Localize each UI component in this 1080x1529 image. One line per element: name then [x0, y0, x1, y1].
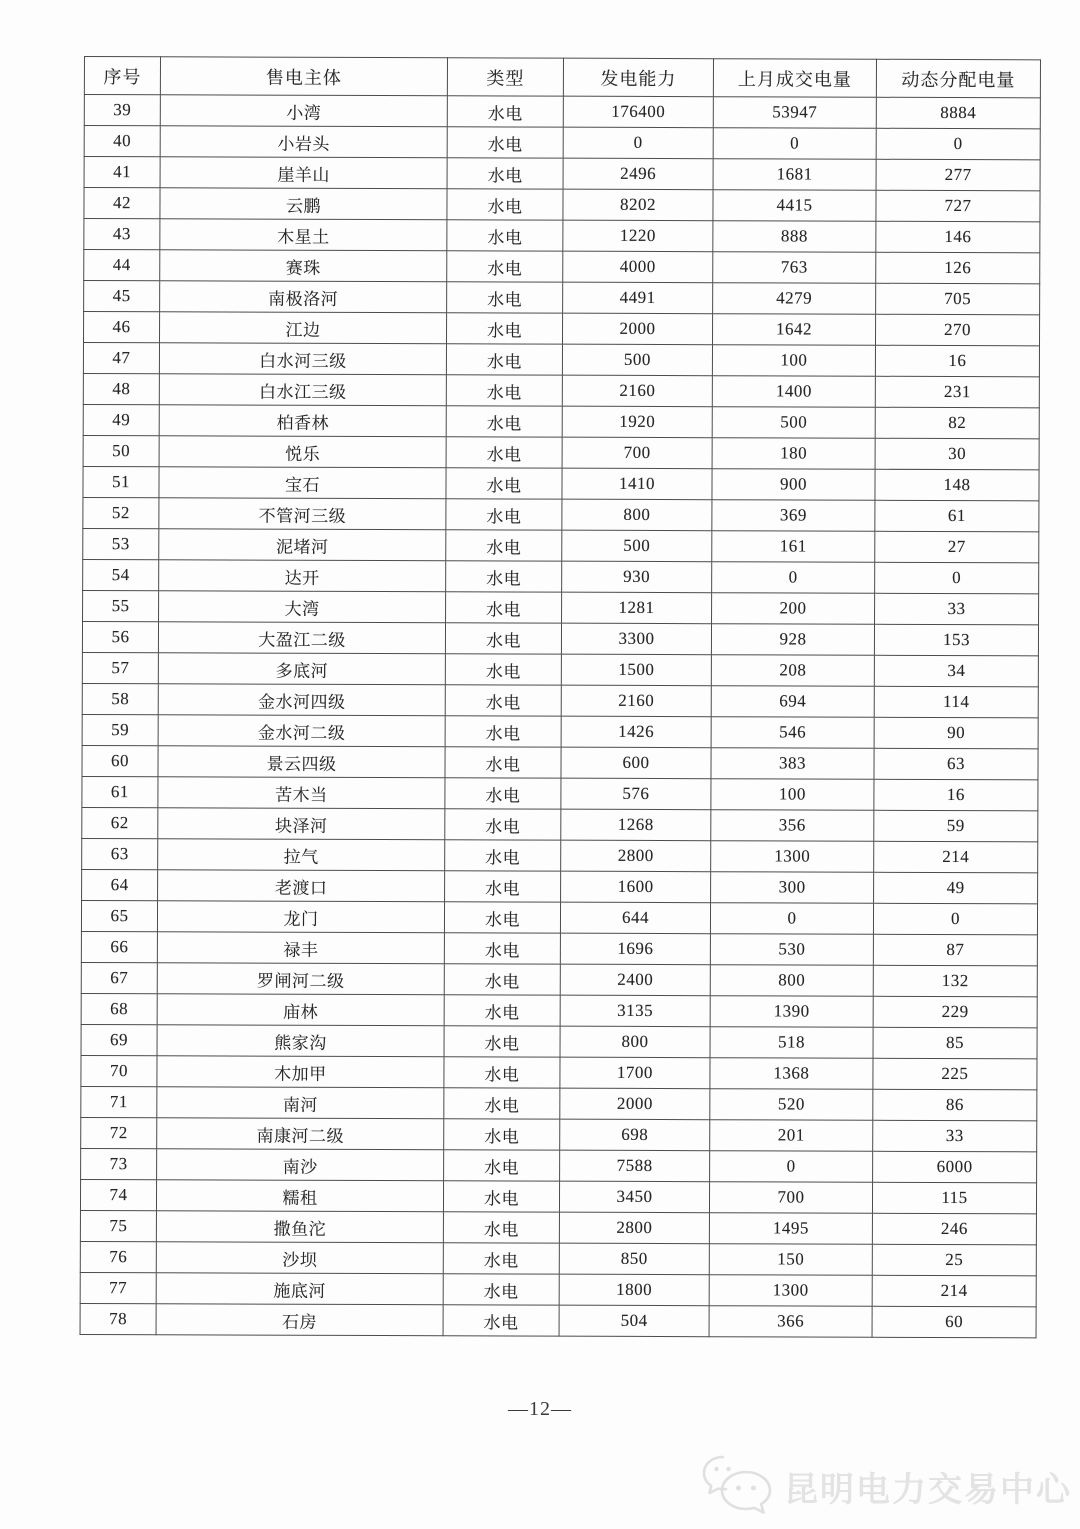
table-cell: 1681	[713, 159, 876, 191]
table-row	[81, 1086, 1037, 1120]
table-cell: 宝石	[159, 467, 446, 499]
table-cell: 龙门	[157, 901, 444, 933]
table-cell: 水电	[443, 1305, 559, 1336]
table-cell: 576	[561, 778, 711, 810]
table-cell: 69	[81, 1024, 157, 1055]
table-cell: 161	[712, 531, 875, 563]
table-cell: 4279	[713, 283, 876, 315]
table-cell: 60	[872, 1306, 1036, 1338]
table-cell: 800	[710, 965, 873, 997]
table-cell: 231	[875, 376, 1039, 408]
table-row	[80, 1241, 1036, 1275]
table-cell: 拉气	[158, 839, 445, 871]
table-cell: 7588	[560, 1150, 710, 1182]
table-cell: 1368	[710, 1058, 873, 1090]
table-cell: 8884	[876, 97, 1040, 129]
table-row	[84, 219, 1040, 253]
table-cell: 4491	[563, 282, 713, 314]
table-cell: 1220	[563, 220, 713, 252]
table-cell: 金水河二级	[158, 715, 445, 747]
table-cell: 698	[560, 1119, 710, 1151]
col-header-allocation: 动态分配电量	[876, 59, 1040, 98]
table-cell: 水电	[445, 809, 561, 840]
table-cell: 水电	[444, 1057, 560, 1088]
table-cell: 1700	[560, 1057, 710, 1089]
table-cell: 180	[712, 438, 875, 470]
table-cell: 56	[82, 621, 158, 652]
table-cell: 928	[711, 624, 874, 656]
power-allocation-table	[80, 56, 1041, 1338]
table-cell: 67	[81, 962, 157, 993]
table-cell: 148	[875, 469, 1039, 501]
table-cell: 63	[82, 838, 158, 869]
table-cell: 熊家沟	[157, 1025, 444, 1057]
table-row	[81, 931, 1037, 965]
table-cell: 52	[83, 497, 159, 528]
table-cell: 63	[874, 748, 1038, 780]
table-cell: 644	[560, 902, 710, 934]
table-cell: 225	[873, 1058, 1037, 1090]
table-cell: 49	[83, 404, 159, 435]
table-cell: 33	[873, 1120, 1037, 1152]
table-cell: 水电	[447, 251, 563, 282]
table-row	[84, 188, 1040, 222]
table-cell: 0	[563, 127, 713, 159]
table-cell: 0	[713, 128, 876, 160]
table-cell: 水电	[444, 902, 560, 933]
table-cell: 达开	[159, 560, 446, 592]
table-cell: 383	[711, 748, 874, 780]
table-cell: 水电	[444, 1150, 560, 1181]
table-cell: 153	[874, 624, 1038, 656]
table-cell: 1800	[559, 1274, 709, 1306]
table-cell: 沙坝	[156, 1242, 443, 1274]
table-cell: 水电	[445, 747, 561, 778]
table-cell: 2160	[562, 375, 712, 407]
table-cell: 水电	[444, 995, 560, 1026]
table-row	[80, 1210, 1036, 1244]
table-cell: 1268	[561, 809, 711, 841]
table-cell: 水电	[444, 964, 560, 995]
table-cell: 景云四级	[158, 746, 445, 778]
col-header-last-month: 上月成交电量	[713, 59, 876, 98]
table-cell: 74	[80, 1179, 156, 1210]
table-row	[80, 1179, 1036, 1213]
table-cell: 72	[81, 1117, 157, 1148]
table-cell: 694	[711, 686, 874, 718]
table-cell: 366	[709, 1306, 872, 1338]
table-cell: 水电	[443, 1212, 559, 1243]
table-cell: 270	[875, 314, 1039, 346]
wechat-icon	[698, 1452, 774, 1520]
table-cell: 江边	[159, 312, 446, 344]
table-cell: 糯租	[156, 1180, 443, 1212]
table-cell: 100	[711, 779, 874, 811]
table-cell: 云鹏	[160, 188, 447, 220]
table-cell: 277	[876, 159, 1040, 191]
table-cell: 小湾	[160, 95, 447, 127]
table-cell: 水电	[443, 1243, 559, 1274]
table-cell: 2160	[561, 685, 711, 717]
table-cell: 水电	[446, 313, 562, 344]
table-cell: 356	[711, 810, 874, 842]
table-cell: 水电	[447, 220, 563, 251]
table-cell: 930	[562, 561, 712, 593]
table-row	[82, 869, 1038, 903]
table-cell: 1390	[710, 996, 873, 1028]
table-cell: 53947	[713, 97, 876, 129]
table-cell: 1920	[562, 406, 712, 438]
table-row	[81, 1117, 1037, 1151]
table-cell: 1696	[560, 933, 710, 965]
table-cell: 16	[874, 779, 1038, 811]
table-cell: 白水江三级	[159, 374, 446, 406]
table-row	[80, 1303, 1036, 1337]
table-cell: 46	[83, 312, 159, 343]
watermark-text: 昆明电力交易中心	[784, 1470, 1072, 1509]
table-cell: 水电	[445, 685, 561, 716]
table-cell: 62	[82, 807, 158, 838]
table-row	[83, 590, 1039, 624]
table-cell: 老渡口	[158, 870, 445, 902]
table-cell: 南极洛河	[160, 281, 447, 313]
table-cell: 77	[80, 1272, 156, 1303]
table-cell: 176400	[563, 96, 713, 128]
table-cell: 金水河四级	[158, 684, 445, 716]
table-cell: 0	[710, 1151, 873, 1183]
table-row	[81, 993, 1037, 1027]
table-cell: 40	[84, 126, 160, 157]
table-cell: 504	[559, 1305, 709, 1337]
table-cell: 132	[873, 965, 1037, 997]
table-cell: 水电	[444, 1026, 560, 1057]
table-row	[82, 838, 1038, 872]
table-cell: 369	[712, 500, 875, 532]
table-cell: 1600	[561, 871, 711, 903]
table-cell: 57	[82, 652, 158, 683]
table-cell: 30	[875, 438, 1039, 470]
table-cell: 水电	[444, 933, 560, 964]
table-cell: 500	[712, 407, 875, 439]
table-cell: 水电	[447, 96, 563, 127]
table-cell: 58	[82, 683, 158, 714]
table-cell: 0	[712, 562, 875, 594]
table-cell: 763	[713, 252, 876, 284]
table-row	[82, 683, 1038, 717]
table-cell: 悦乐	[159, 436, 446, 468]
table-cell: 水电	[447, 158, 563, 189]
table-cell: 3300	[561, 623, 711, 655]
table-cell: 小岩头	[160, 126, 447, 158]
table-cell: 不管河三级	[159, 498, 446, 530]
table-cell: 水电	[447, 189, 563, 220]
table-cell: 2496	[563, 158, 713, 190]
table-row	[84, 126, 1040, 160]
table-cell: 229	[873, 996, 1037, 1028]
table-cell: 水电	[446, 406, 562, 437]
table-cell: 78	[80, 1303, 156, 1334]
table-cell: 水电	[447, 127, 563, 158]
table-cell: 柏香林	[159, 405, 446, 437]
table-row	[82, 776, 1038, 810]
table-cell: 3135	[560, 995, 710, 1027]
table-row	[81, 1148, 1037, 1182]
table-cell: 800	[562, 499, 712, 531]
table-cell: 2800	[559, 1212, 709, 1244]
table-cell: 石房	[156, 1304, 443, 1336]
table-cell: 82	[875, 407, 1039, 439]
table-cell: 水电	[445, 654, 561, 685]
table-cell: 86	[873, 1089, 1037, 1121]
table-cell: 126	[876, 252, 1040, 284]
table-row	[83, 435, 1039, 469]
table-cell: 54	[83, 559, 159, 590]
table-cell: 43	[84, 219, 160, 250]
table-cell: 51	[83, 466, 159, 497]
table-header-row	[84, 57, 1040, 98]
table-row	[82, 621, 1038, 655]
table-cell: 50	[83, 435, 159, 466]
table-cell: 68	[81, 993, 157, 1024]
table-cell: 赛珠	[160, 250, 447, 282]
table-row	[82, 807, 1038, 841]
table-cell: 214	[874, 841, 1038, 873]
table-cell: 33	[875, 593, 1039, 625]
table-cell: 42	[84, 188, 160, 219]
table-cell: 71	[81, 1086, 157, 1117]
table-cell: 16	[875, 345, 1039, 377]
table-cell: 1281	[562, 592, 712, 624]
col-header-entity: 售电主体	[160, 57, 447, 96]
table-cell: 苦木当	[158, 777, 445, 809]
table-cell: 45	[84, 281, 160, 312]
table-cell: 水电	[446, 437, 562, 468]
table-cell: 727	[876, 190, 1040, 222]
table-cell: 800	[560, 1026, 710, 1058]
table-row	[83, 497, 1039, 531]
table-cell: 水电	[446, 468, 562, 499]
table-cell: 水电	[444, 1119, 560, 1150]
table-cell: 1426	[561, 716, 711, 748]
table-cell: 水电	[446, 561, 562, 592]
table-cell: 518	[710, 1027, 873, 1059]
table-row	[83, 528, 1039, 562]
table-row	[84, 250, 1040, 284]
table-cell: 59	[874, 810, 1038, 842]
table-cell: 44	[84, 250, 160, 281]
table-cell: 撒鱼沱	[156, 1211, 443, 1243]
table-cell: 禄丰	[157, 932, 444, 964]
table-cell: 85	[873, 1027, 1037, 1059]
table-cell: 60	[82, 745, 158, 776]
table-row	[80, 1272, 1036, 1306]
table-cell: 27	[875, 531, 1039, 563]
table-cell: 66	[81, 931, 157, 962]
table-cell: 泥堵河	[159, 529, 446, 561]
table-cell: 150	[709, 1244, 872, 1276]
table-cell: 水电	[446, 592, 562, 623]
table-cell: 南沙	[157, 1149, 444, 1181]
table-cell: 55	[83, 590, 159, 621]
table-cell: 水电	[443, 1274, 559, 1305]
table-cell: 1495	[709, 1213, 872, 1245]
table-row	[83, 312, 1039, 346]
table-row	[81, 1055, 1037, 1089]
table-cell: 庙林	[157, 994, 444, 1026]
table-cell: 1300	[709, 1275, 872, 1307]
table-cell: 8202	[563, 189, 713, 221]
table-cell: 水电	[447, 282, 563, 313]
table-row	[83, 559, 1039, 593]
table-cell: 0	[875, 562, 1039, 594]
table-cell: 2000	[562, 313, 712, 345]
table-cell: 100	[712, 345, 875, 377]
table-row	[82, 745, 1038, 779]
table-cell: 水电	[445, 871, 561, 902]
table-cell: 208	[711, 655, 874, 687]
table-cell: 1642	[712, 314, 875, 346]
table-cell: 水电	[446, 344, 562, 375]
table-cell: 600	[561, 747, 711, 779]
table-cell: 水电	[446, 375, 562, 406]
table-row	[82, 714, 1038, 748]
table-cell: 34	[874, 655, 1038, 687]
table-cell: 块泽河	[158, 808, 445, 840]
table-cell: 水电	[445, 623, 561, 654]
table-cell: 500	[562, 344, 712, 376]
table-cell: 47	[83, 343, 159, 374]
table-cell: 木加甲	[157, 1056, 444, 1088]
table-cell: 水电	[445, 840, 561, 871]
table-cell: 水电	[446, 530, 562, 561]
table-cell: 700	[562, 437, 712, 469]
table-cell: 49	[874, 872, 1038, 904]
table-cell: 64	[82, 869, 158, 900]
table-cell: 2000	[560, 1088, 710, 1120]
table-row	[83, 373, 1039, 407]
table-cell: 水电	[443, 1181, 559, 1212]
table-cell: 0	[873, 903, 1037, 935]
table-cell: 300	[711, 872, 874, 904]
table-row	[83, 343, 1039, 377]
table-cell: 1300	[711, 841, 874, 873]
table-cell: 61	[82, 776, 158, 807]
table-cell: 水电	[445, 716, 561, 747]
table-cell: 41	[84, 157, 160, 188]
table-cell: 705	[876, 283, 1040, 315]
table-cell: 65	[81, 900, 157, 931]
table-row	[81, 900, 1037, 934]
table-cell: 114	[874, 686, 1038, 718]
table-cell: 1400	[712, 376, 875, 408]
table-cell: 76	[80, 1241, 156, 1272]
table-row	[84, 281, 1040, 315]
table-cell: 木星土	[160, 219, 447, 251]
table-cell: 246	[872, 1213, 1036, 1245]
table-cell: 214	[872, 1275, 1036, 1307]
table-cell: 大湾	[159, 591, 446, 623]
table-cell: 59	[82, 714, 158, 745]
table-row	[81, 1024, 1037, 1058]
table-cell: 115	[872, 1182, 1036, 1214]
table-cell: 48	[83, 373, 159, 404]
table-cell: 水电	[444, 1088, 560, 1119]
table-cell: 53	[83, 528, 159, 559]
table-cell: 530	[710, 934, 873, 966]
table-cell: 90	[874, 717, 1038, 749]
table-row	[82, 652, 1038, 686]
table-row	[84, 157, 1040, 191]
page-number: —12—	[508, 1398, 572, 1420]
table-cell: 施底河	[156, 1273, 443, 1305]
table-cell: 201	[710, 1120, 873, 1152]
col-header-capacity: 发电能力	[563, 58, 713, 97]
table-cell: 南康河二级	[157, 1118, 444, 1150]
table-cell: 6000	[873, 1151, 1037, 1183]
table-cell: 146	[876, 221, 1040, 253]
table-cell: 4415	[713, 190, 876, 222]
table-cell: 700	[709, 1182, 872, 1214]
table-cell: 546	[711, 717, 874, 749]
table-cell: 87	[873, 934, 1037, 966]
table-row	[81, 962, 1037, 996]
table-cell: 500	[562, 530, 712, 562]
table-cell: 520	[710, 1089, 873, 1121]
table-cell: 0	[876, 128, 1040, 160]
table-cell: 水电	[446, 499, 562, 530]
table-cell: 南河	[157, 1087, 444, 1119]
table-row	[83, 466, 1039, 500]
table-cell: 2800	[561, 840, 711, 872]
table-cell: 61	[875, 500, 1039, 532]
table-cell: 25	[872, 1244, 1036, 1276]
table-cell: 1500	[561, 654, 711, 686]
table-cell: 900	[712, 469, 875, 501]
table-cell: 罗闸河二级	[157, 963, 444, 995]
table-cell: 4000	[563, 251, 713, 283]
table-cell: 白水河三级	[159, 343, 446, 375]
col-header-serial: 序号	[84, 57, 160, 95]
table-cell: 水电	[445, 778, 561, 809]
table-cell: 0	[710, 903, 873, 935]
table-cell: 70	[81, 1055, 157, 1086]
table-cell: 888	[713, 221, 876, 253]
table-cell: 2400	[560, 964, 710, 996]
table-cell: 200	[712, 593, 875, 625]
table-cell: 39	[84, 95, 160, 126]
table-cell: 850	[559, 1243, 709, 1275]
table-cell: 多底河	[158, 653, 445, 685]
watermark	[698, 1452, 1072, 1520]
table-row	[84, 95, 1040, 129]
col-header-type: 类型	[447, 58, 563, 96]
table-cell: 大盈江二级	[158, 622, 445, 654]
table-cell: 73	[81, 1148, 157, 1179]
table-cell: 1410	[562, 468, 712, 500]
table-cell: 75	[80, 1210, 156, 1241]
table-row	[83, 404, 1039, 438]
table-cell: 崖羊山	[160, 157, 447, 189]
table-cell: 3450	[559, 1181, 709, 1213]
